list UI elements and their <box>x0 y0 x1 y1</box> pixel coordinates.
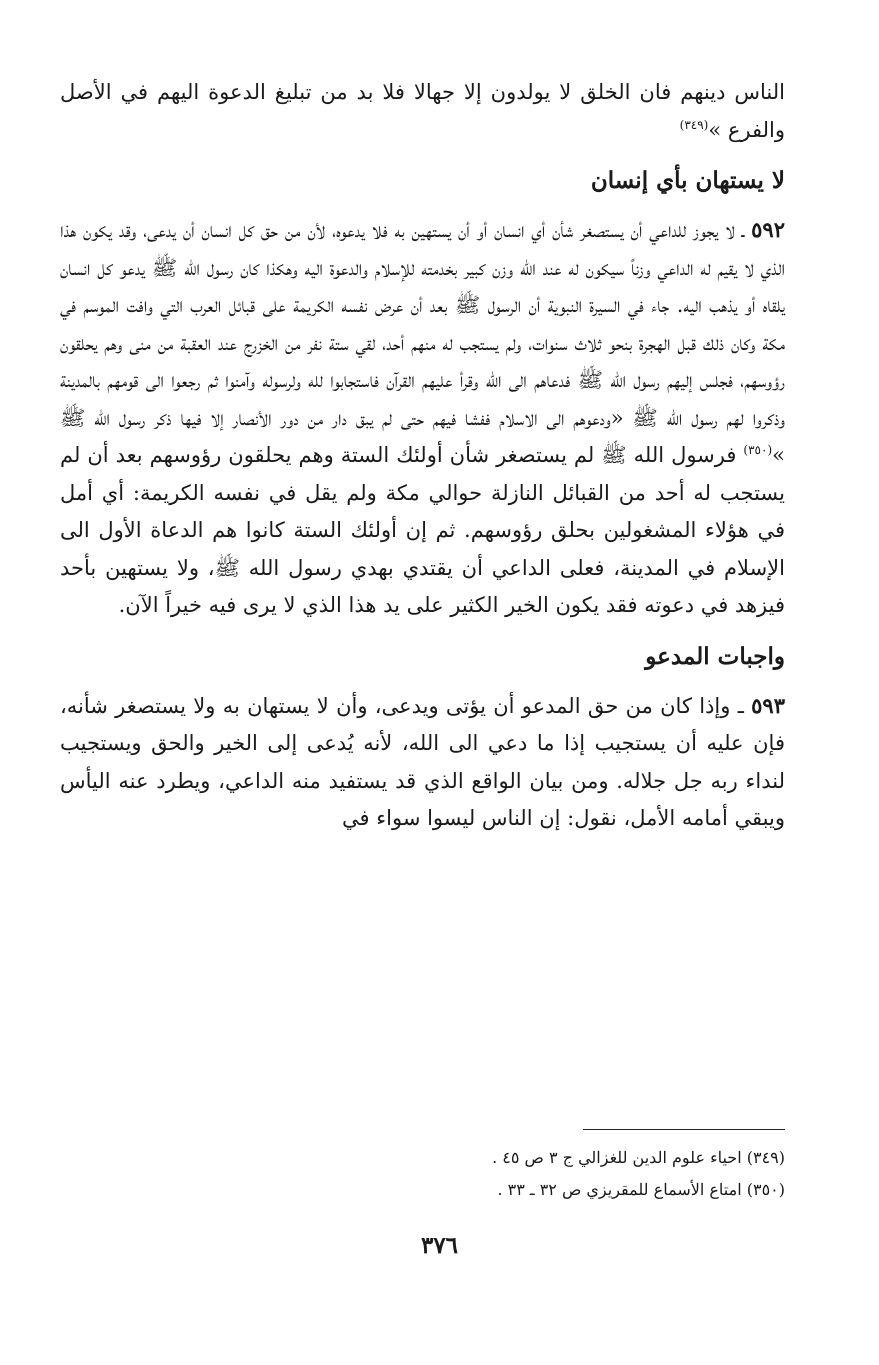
opening-text: الناس دينهم فان الخلق لا يولدون إلا جهالا فلا بد من تبليغ الدعوة اليهم في الأصل والفرع » <box>60 80 785 142</box>
footnote-ref-350: (٣٥٠) <box>743 443 773 457</box>
footnote-350: (٣٥٠) امتاع الأسماع للمقريزي ص ٣٢ ـ ٣٣ . <box>497 1180 785 1199</box>
paragraph-593-text: ـ وإذا كان من حق المدعو أن يؤتى ويدعى، وأن لا يستهان به ولا يستصغر شأنه، فإن عليه أن يستجيب إذا ما دعي الى الله، لأنه يُدعى إلى الخير والحق ويستجيب لنداء ربه جل جلاله. ومن بيان الواقع الذي قد يستفيد منه الداعي، ويطرد عنه اليأس ويبقي أمامه الأمل، نقول: إن الناس ليسوا سواء في <box>60 693 785 830</box>
paragraph-592-text-a: ـ لا يجوز للداعي أن يستصغر شأن أي انسان أو أن يستهين به فلا يدعوه، لأن من حق كل انسان أن يدعى، وقد يكون هذا الذي لا يقيم له الداعي وزناً سيكون له عند الله وزن كبير بخدمته للإسلام والدعوة اليه وهكذا كان رسول الله ﷺ يدعو كل انسان يلقاه أو يذهب اليه. جاء في السيرة النبوية أن الرسول ﷺ بعد أن عرض نفسه الكريمة على قبائل العرب التي وافت الموسم في مكة وكان ذلك قبل الهجرة بنحو ثلاث سنوات، ولم يستجب له منهم أحد، لقي ستة نفر من الخزرج عند العقبة من منى وهم يحلقون رؤوسهم، فجلس إليهم رسول الله ﷺ فدعاهم الى الله وقرأ عليهم القرآن فاستجابوا لله ولرسوله وآمنوا ثم رجعوا الى قومهم بالمدينة وذكروا لهم رسول الله ﷺ «ودعوهم الى الاسلام ففشا فيهم حتى لم يبق دار من دور الأنصار إلا فيها ذكر رسول الله ﷺ » <box>60 218 785 467</box>
paragraph-number-593: ٥٩٣ <box>751 692 785 718</box>
footnote-divider <box>583 1129 785 1130</box>
footnote-ref-349: (٣٤٩) <box>679 117 709 132</box>
paragraph-592-text-b: فرسول الله ﷺ لم يستصغر شأن أولئك الستة وهم يحلقون رؤوسهم بعد أن لم يستجب له أحد من القبائل النازلة حوالي مكة ولم يقل في نفسه الكريمة: أي أمل في هؤلاء المشغولين بحلق رؤوسهم. ثم إن أولئك الستة كانوا هم الدعاة الأول الى الإسلام في المدينة، فعلى الداعي أن يقتدي بهدي رسول الله ﷺ، ولا يستهين بأحد فيزهد في دعوته فقد يكون الخير الكثير على يد هذا الذي لا يرى فيه خيراً الآن. <box>60 443 785 617</box>
section-heading-duties-of-invitee: واجبات المدعو <box>645 642 785 670</box>
section-heading-no-contempt: لا يستهان بأي إنسان <box>590 167 785 194</box>
footnote-349: (٣٤٩) احياء علوم الدين للغزالي ج ٣ ص ٤٥ . <box>492 1148 785 1167</box>
page-number: ٣٧٦ <box>420 1232 459 1259</box>
paragraph-593 <box>60 687 785 838</box>
paragraph-number-592: ٥٩٢ <box>751 217 785 242</box>
main-text <box>60 74 785 838</box>
opening-paragraph <box>60 74 785 149</box>
footnotes <box>300 1142 785 1206</box>
paragraph-592 <box>60 211 785 625</box>
